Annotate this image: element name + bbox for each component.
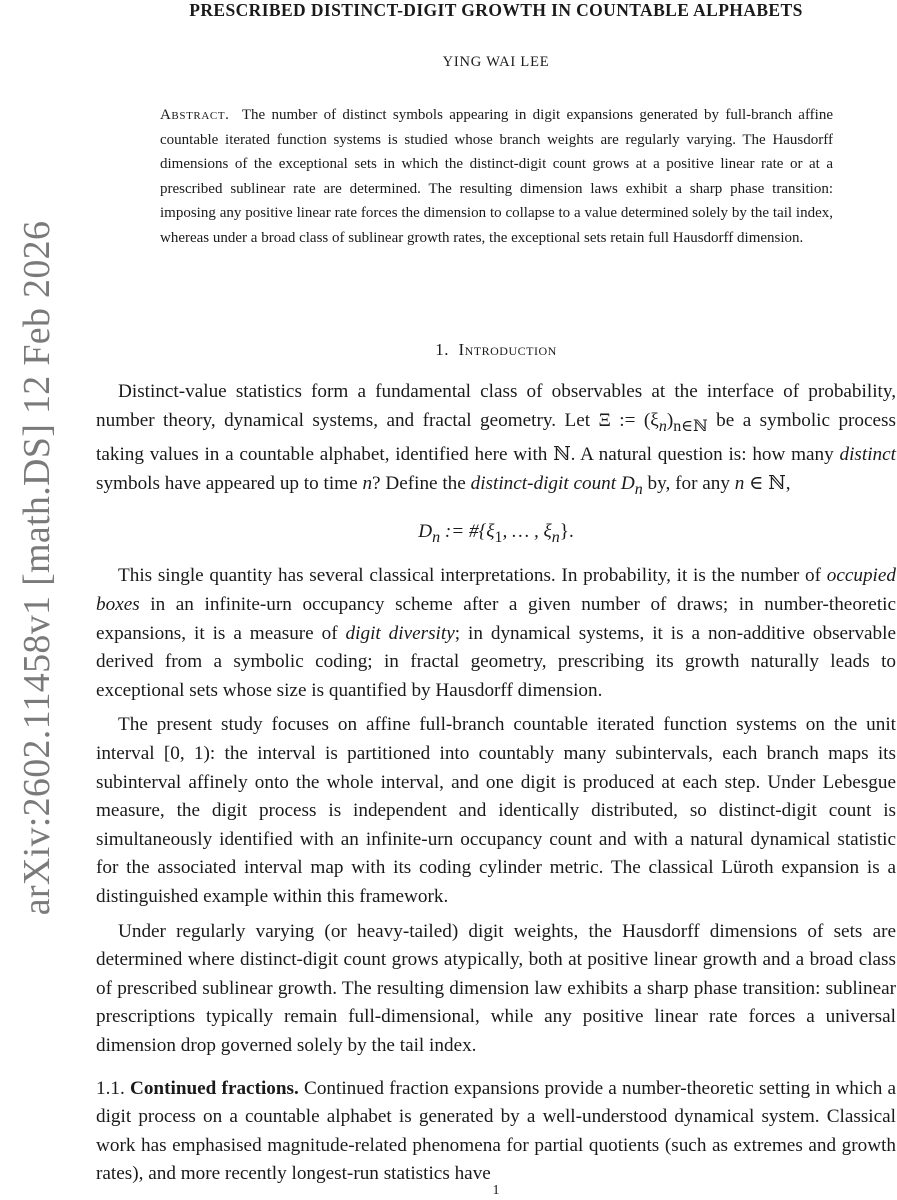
section-title: Introduction — [458, 340, 557, 359]
eq-rhs-sub2: n — [551, 528, 560, 546]
abstract-text: The number of distinct symbols appearing in digit expansions generated by full-branch affine countable iterated function systems is studied whose branch weights are regularly varying. The Hausdorff dimensions of the exceptional sets in which the distinct-digit count grows at a positive linear rate or at a prescribed sublinear rate are determined. The resulting dimension laws exhibit a sharp phase transition: imposing any positive linear rate forces the dimension to collapse to a value determined solely by the tail index, whereas under a broad class of sublinear growth rates, the exceptional sets retain full Hausdorff dimension. — [160, 107, 834, 246]
eq-rhs-sub1: 1 — [494, 528, 503, 546]
subsection-number: 1.1. — [96, 1077, 125, 1099]
abstract — [160, 103, 833, 251]
p2-text-a: This single quantity has several classical interpretations. In probability, it is the number of — [118, 565, 827, 587]
eq-rhs-c: }. — [559, 521, 574, 543]
p1-text-f: ∈ ℕ, — [744, 472, 791, 494]
p1-text-a: Distinct-value statistics form a fundamental class of observables at the interface of probability, number theory, dynamical systems, and fractal geometry. Let Ξ := (ξ — [96, 381, 896, 431]
arxiv-sidebar — [0, 0, 60, 1200]
page-number: 1 — [492, 1183, 500, 1198]
author-name: YING WAI LEE — [442, 54, 550, 70]
p1-text-c: symbols have appeared up to time — [96, 472, 363, 494]
p1-sub-count: n — [634, 480, 643, 498]
p1-text-e: by, for any — [642, 472, 735, 494]
eq-lhs: D — [418, 521, 433, 543]
p1-text-d: ? Define the — [372, 472, 471, 494]
p1-text-b: be a symbolic process taking values in a countable alphabet, identified here with ℕ. A natural question is: how many — [96, 409, 896, 466]
paragraph-2 — [96, 562, 896, 705]
equation-distinct-count — [96, 518, 896, 552]
paper-title: PRESCRIBED DISTINCT-DIGIT GROWTH IN COUNTABLE ALPHABETS — [189, 0, 803, 20]
p2-em-boxes: occupied boxes — [96, 565, 896, 616]
p2-em-diversity: digit diversity — [345, 622, 455, 644]
subsection-text: Continued fraction expansions provide a number-theoretic setting in which a digit process on a countable alphabet is generated by a well-understood dynamical system. Classical work has emphasised magnitude-related phenomena for partial quotients (such as extremes and growth rates), and more recently longest-run statistics have — [96, 1077, 897, 1185]
p1-em-distinct: distinct — [839, 444, 896, 466]
eq-rhs-b: , … , ξ — [502, 521, 552, 543]
p2-text-b: in an infinite-urn occupancy scheme after a given number of draws; in number-theoretic expansions, it is a measure of — [96, 594, 896, 644]
paragraph-3: The present study focuses on affine full-branch countable iterated function systems on the unit interval [0, 1): the interval is partitioned into countably many subintervals, each branch maps its subinterval affinely onto the whole interval, and one digit is produced at each step. Under Lebesgue measure, the digit process is independent and identically distributed, so distinct-digit count is simultaneously identified with an infinite-urn occupancy count and with a natural dynamical statistic for the associated interval map with its coding cylinder metric. The classical Lüroth expansion is a distinguished example within this framework. — [96, 714, 896, 907]
paragraph-4: Under regularly varying (or heavy-tailed) digit weights, the Hausdorff dimensions of sets are determined where distinct-digit count grows atypically, both at positive linear growth and a broad class of prescribed sublinear growth. The resulting dimension law exhibits a sharp phase transition: sublinear prescriptions typically remain full-dimensional, while any positive linear rate forces a universal dimension drop governed solely by the tail index. — [96, 920, 896, 1056]
p1-em-count: distinct-digit count D — [470, 472, 635, 494]
body-text — [96, 378, 896, 1189]
paragraph-1: Distinct-value statistics form a fundamental class of observables at the interface of probability, number theory, dynamical systems, and fractal geometry. Let Ξ := $(\xi_n)_{n\in ℕ}$ be a symbolic process taking values in a countable alphabet, identified here with ℕ. A natural question is: how many distinct symbols have appeared up to time n? Define the distinct-digit count $D_n$ by, for any n ∈ ℕ, — [96, 381, 896, 498]
p1-sub-index: n∈ℕ — [673, 417, 708, 435]
eq-lhs-sub: n — [432, 528, 441, 546]
subsection-1-1 — [96, 1075, 896, 1189]
eq-rhs-a: := #{ξ — [440, 521, 495, 543]
p2-text-c: ; in dynamical systems, it is a non-additive observable derived from a symbolic coding; in fractal geometry, prescribing its growth naturally leads to exceptional sets whose size is quantified by Hausdorff dimension. — [96, 622, 896, 701]
abstract-label: Abstract. — [160, 107, 230, 123]
section-heading — [96, 340, 896, 360]
p1-sub-n: n — [658, 417, 667, 435]
p1-em-n2: n — [734, 472, 745, 494]
section-number: 1. — [435, 340, 449, 359]
subsection-title: Continued fractions. — [129, 1077, 299, 1099]
arxiv-identifier: arXiv:2602.11458v1 [math.DS] 12 Feb 2026 — [16, 220, 58, 916]
p1-em-n: n — [362, 472, 373, 494]
